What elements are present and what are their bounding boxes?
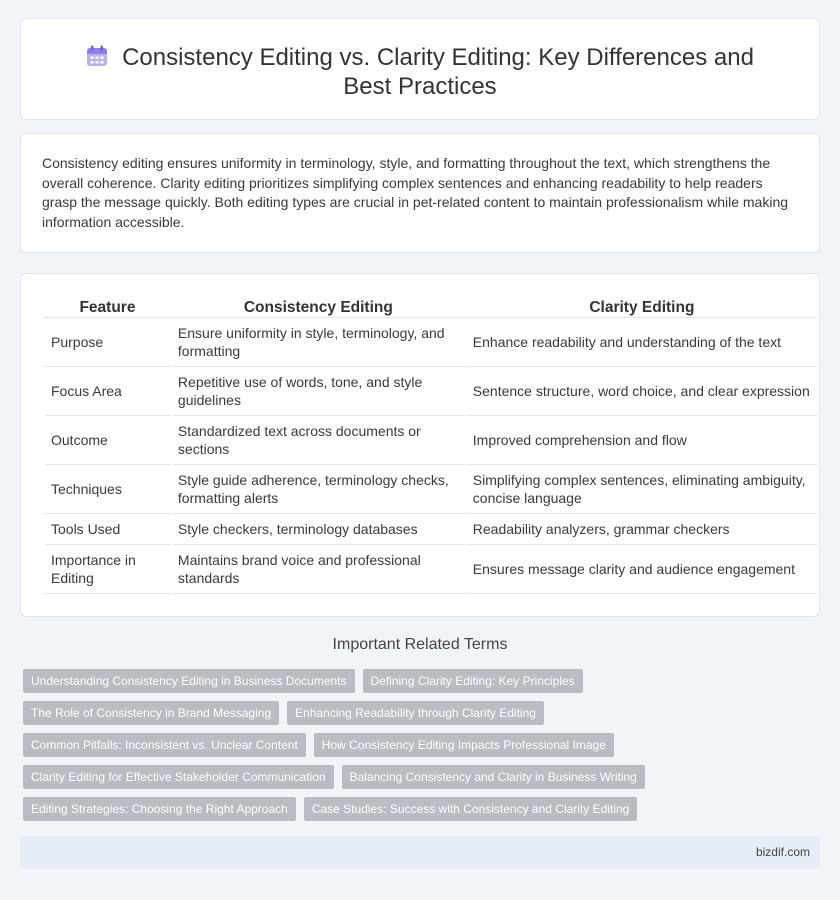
table-cell-feature: Purpose	[45, 318, 170, 367]
table-cell-consistency: Repetitive use of words, tone, and style guidelines	[172, 367, 465, 416]
table-row	[45, 318, 817, 367]
related-term-tag[interactable]: Understanding Consistency Editing in Business Documents	[23, 669, 355, 693]
table-cell-feature: Focus Area	[45, 367, 170, 416]
related-terms-title: Important Related Terms	[332, 636, 508, 653]
table-header-row	[45, 298, 817, 318]
table-cell-consistency: Style guide adherence, terminology checks, formatting alerts	[172, 465, 465, 514]
related-term-tag[interactable]: Enhancing Readability through Clarity Editing	[287, 701, 544, 725]
table-cell-consistency: Style checkers, terminology databases	[172, 514, 465, 545]
related-term-tag[interactable]: Defining Clarity Editing: Key Principles	[363, 669, 583, 693]
intro-paragraph: Consistency editing ensures uniformity in terminology, style, and formatting throughout the text, which strengthens the overall coherence. Clarity editing prioritizes simplifying complex sentences and enhancing readability to help readers grasp the message quickly. Both editing types are crucial in pet-related content to maintain professionalism while making information accessible.	[42, 155, 789, 230]
page-title-text: Consistency Editing vs. Clarity Editing: Key Differences and Best Practices	[122, 44, 754, 100]
table-cell-consistency: Maintains brand voice and professional standards	[172, 545, 465, 594]
table-cell-clarity: Ensures message clarity and audience engagement	[467, 545, 817, 594]
related-terms-tags	[23, 669, 813, 829]
table-row	[45, 416, 817, 465]
related-term-tag[interactable]: Clarity Editing for Effective Stakeholder Communication	[23, 765, 334, 789]
footer-bar	[20, 836, 820, 869]
table-cell-clarity: Simplifying complex sentences, eliminating ambiguity, concise language	[467, 465, 817, 514]
table-header-consistency: Consistency Editing	[172, 298, 465, 318]
table-row	[45, 367, 817, 416]
intro-card	[20, 133, 820, 253]
tag-row	[23, 669, 813, 693]
related-term-tag[interactable]: Editing Strategies: Choosing the Right Approach	[23, 797, 296, 821]
related-term-tag[interactable]: How Consistency Editing Impacts Professional Image	[314, 733, 614, 757]
tag-row	[23, 765, 813, 789]
table-cell-feature: Tools Used	[45, 514, 170, 545]
table-cell-feature: Importance in Editing	[45, 545, 170, 594]
table-cell-feature: Techniques	[45, 465, 170, 514]
related-term-tag[interactable]: Case Studies: Success with Consistency and Clarity Editing	[304, 797, 637, 821]
related-term-tag[interactable]: Balancing Consistency and Clarity in Business Writing	[342, 765, 645, 789]
footer-site-link[interactable]: bizdif.com	[755, 845, 810, 859]
comparison-table-card	[20, 273, 820, 617]
table-row	[45, 545, 817, 594]
tag-row	[23, 701, 813, 725]
table-header-feature: Feature	[45, 298, 170, 318]
calendar-icon	[86, 45, 108, 67]
tag-row	[23, 733, 813, 757]
table-cell-consistency: Ensure uniformity in style, terminology, and formatting	[172, 318, 465, 367]
tag-row	[23, 797, 813, 821]
title-wrap	[21, 43, 819, 101]
header-card	[20, 18, 820, 120]
page-title	[61, 43, 779, 101]
table-cell-clarity: Sentence structure, word choice, and clear expression	[467, 367, 817, 416]
related-term-tag[interactable]: Common Pitfalls: Inconsistent vs. Unclear Content	[23, 733, 306, 757]
related-term-tag[interactable]: The Role of Consistency in Brand Messaging	[23, 701, 279, 725]
table-cell-feature: Outcome	[45, 416, 170, 465]
table-cell-clarity: Enhance readability and understanding of the text	[467, 318, 817, 367]
table-row	[45, 514, 817, 545]
table-cell-clarity: Readability analyzers, grammar checkers	[467, 514, 817, 545]
table-header-clarity: Clarity Editing	[467, 298, 817, 318]
table-row	[45, 465, 817, 514]
table-cell-clarity: Improved comprehension and flow	[467, 416, 817, 465]
table-cell-consistency: Standardized text across documents or sections	[172, 416, 465, 465]
comparison-table	[43, 298, 819, 594]
